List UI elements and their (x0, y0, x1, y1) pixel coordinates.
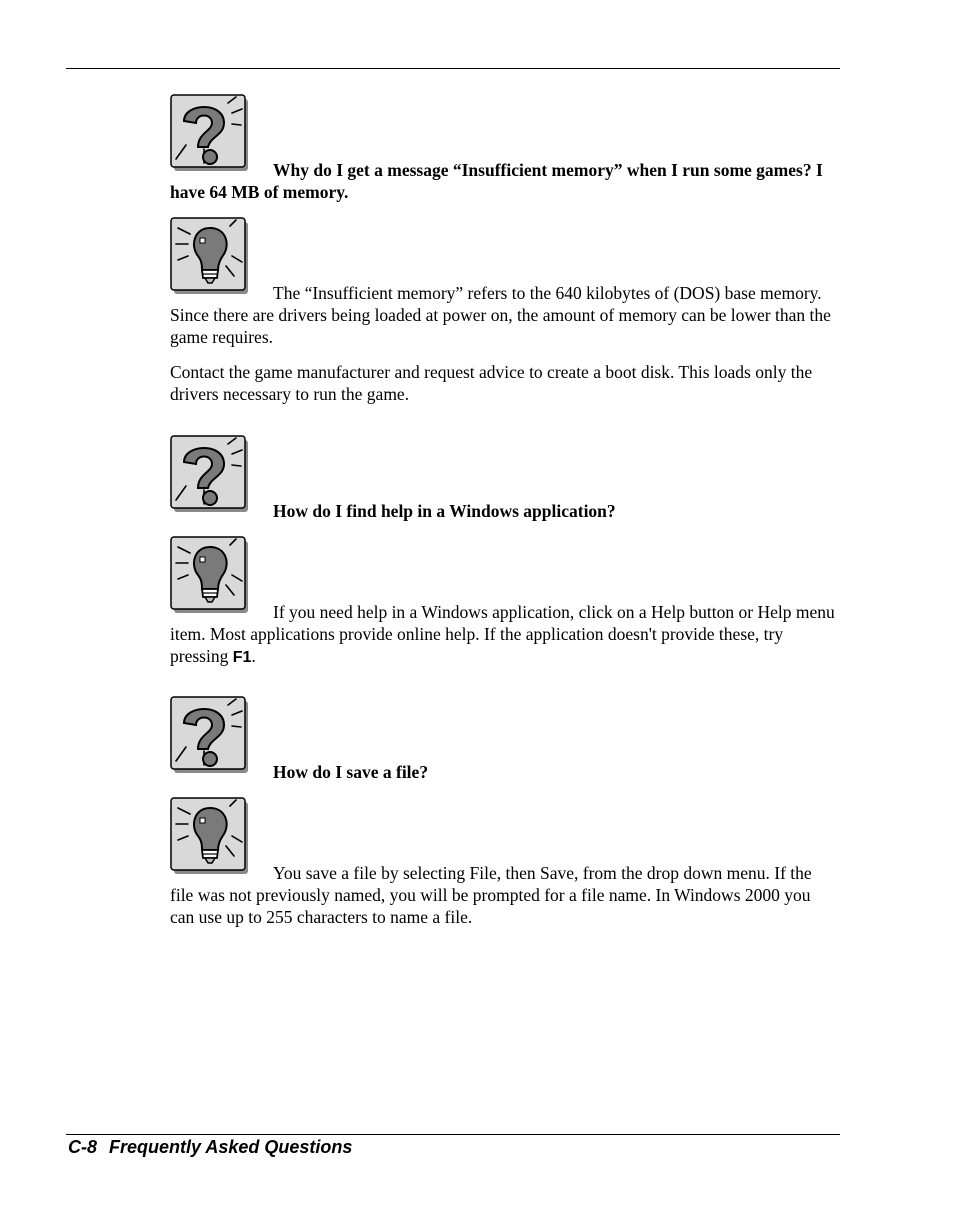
header-rule (66, 68, 840, 69)
faq-answer-2: If you need help in a Windows application, click on a Help button or Help menu item. Most applications provide online help. If the application doesn't provide these, try pressing F1. (170, 602, 835, 666)
key-f1: F1 (232, 649, 252, 666)
faq-question-2: How do I find help in a Windows application? (273, 501, 616, 521)
page-footer (68, 1137, 352, 1158)
faq-answer-1-para-1: The “Insufficient memory” refers to the 640 kilobytes of (DOS) base memory. Since there are drivers being loaded at power on, the amount of memory can be lower than the game requires. (170, 283, 831, 347)
footer-rule (66, 1134, 840, 1135)
faq-question-3: How do I save a file? (273, 762, 429, 782)
section-title: Frequently Asked Questions (109, 1137, 353, 1157)
faq-answer-3: You save a file by selecting File, then Save, from the drop down menu. If the file was not previously named, you will be prompted for a file name. In Windows 2000 you can use up to 255 characters to name a file. (170, 863, 812, 927)
page-number: C-8 (68, 1137, 98, 1157)
faq-question-1: Why do I get a message “Insufficient memory” when I run some games? I have 64 MB of memory. (170, 160, 823, 202)
faq-answer-1-para-2: Contact the game manufacturer and request advice to create a boot disk. This loads only the drivers necessary to run the game. (170, 362, 813, 404)
